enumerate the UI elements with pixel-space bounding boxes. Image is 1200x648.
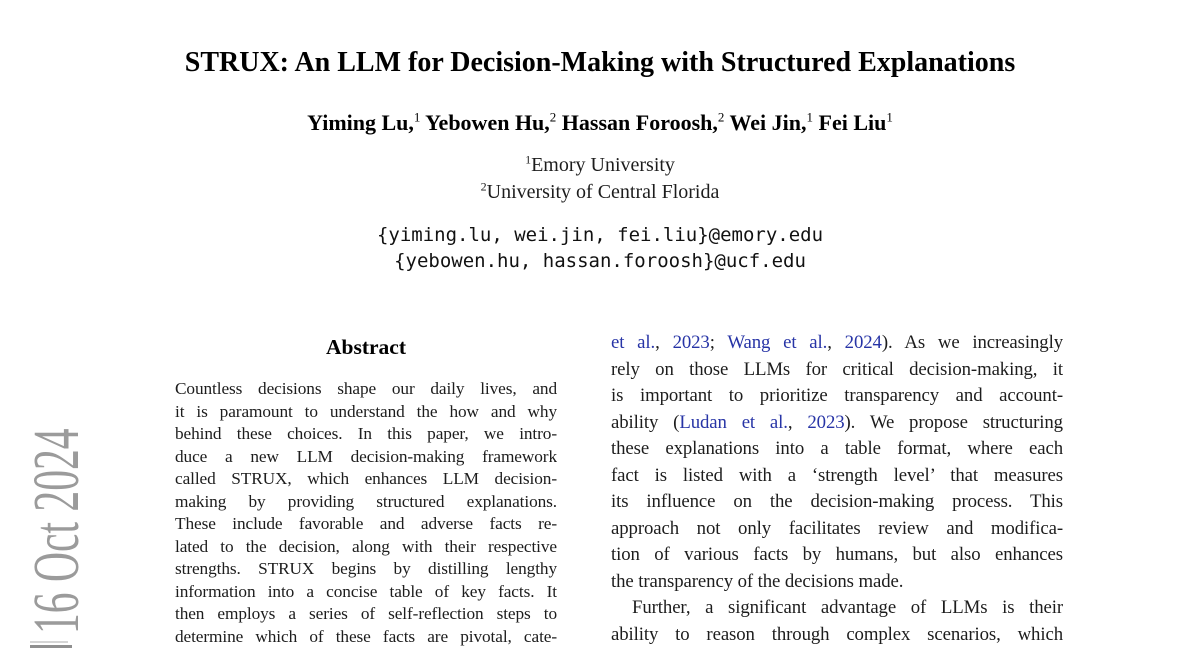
author-affiliation-ref: 1 (806, 109, 813, 125)
text-line (175, 401, 557, 424)
text-segment: Further, a significant advantage of LLMs is their (632, 597, 1063, 618)
text-line (175, 468, 557, 491)
text-segment: making by providing structured explanations. (175, 491, 557, 511)
author-name: Yebowen Hu, (425, 110, 550, 135)
citation-link[interactable]: Wang et al. (727, 332, 828, 353)
text-segment: information into a concise table of key facts. It (175, 581, 557, 601)
text-line (175, 378, 557, 401)
text-line (611, 463, 1063, 490)
text-line (611, 436, 1063, 463)
text-segment: , (787, 411, 808, 433)
text-line (611, 330, 1063, 357)
abstract-heading: Abstract (325, 335, 406, 359)
arxiv-date-watermark: 16 Oct 2024 (20, 428, 93, 634)
author-affiliation-ref: 2 (549, 109, 557, 125)
text-segment: , (827, 332, 845, 353)
author-name: Yiming Lu, (307, 110, 414, 135)
text-segment: ; (709, 332, 728, 353)
text-segment: its influence on the decision-making process. This (611, 491, 1063, 512)
author-name: Fei Liu (818, 110, 887, 135)
text-segment: ). We propose structuring (844, 411, 1063, 433)
intro-body (611, 330, 1063, 648)
email-line: {yiming.lu, wei.jin, fei.liu}@emory.edu (376, 224, 824, 246)
author-name: Hassan Foroosh, (561, 110, 718, 135)
text-segment: Countless decisions shape our daily lives, and (175, 379, 557, 398)
text-line (175, 513, 557, 536)
text-line (175, 603, 557, 626)
text-line (611, 516, 1063, 543)
text-line (611, 489, 1063, 516)
text-segment: lated to the decision, along with their respective (175, 536, 557, 556)
text-segment: it is paramount to understand the how and why (175, 401, 557, 421)
text-line (175, 423, 557, 446)
paper-title: STRUX: An LLM for Decision-Making with Structured Explanations (184, 47, 1016, 78)
text-segment: strengths. STRUX begins by distilling lengthy (175, 559, 557, 579)
text-line (611, 622, 1063, 648)
affiliation-ref: 2 (480, 179, 487, 194)
affiliation: $^1$Emory University (525, 152, 675, 176)
author-affiliation-ref: 1 (886, 109, 893, 125)
affiliation: $^2$University of Central Florida (480, 179, 720, 203)
text-segment: fact is listed with a ‘strength level’ that measures (611, 464, 1063, 486)
affiliation-ref: 1 (525, 152, 532, 167)
text-segment: determine which of these facts are pivotal, cate- (175, 627, 557, 647)
text-segment: approach not only facilitates review and modifica- (611, 517, 1063, 539)
text-line (611, 542, 1063, 569)
citation-link[interactable]: 2024 (844, 332, 882, 353)
text-segment: ability ( (611, 411, 680, 433)
text-line (175, 536, 557, 559)
citation-link[interactable]: 2023 (672, 332, 710, 353)
author-affiliation-ref: 2 (717, 109, 725, 125)
text-segment: these explanations into a table format, where each (611, 438, 1063, 459)
text-segment: ). As we increasingly (881, 332, 1063, 353)
text-line (175, 581, 557, 604)
text-line (175, 491, 557, 514)
text-line (175, 446, 557, 469)
text-segment: duce a new LLM decision-making framework (175, 446, 557, 466)
arxiv-watermark-stub-light (30, 641, 68, 643)
left-column (175, 334, 557, 648)
text-line (611, 410, 1063, 437)
author-affiliation-ref: 1 (413, 109, 421, 125)
affiliations (0, 152, 1200, 206)
author-name: Wei Jin, (729, 110, 807, 135)
text-segment: , (655, 332, 673, 353)
text-segment: rely on those LLMs for critical decision-making, it (611, 358, 1063, 380)
right-column (611, 330, 1063, 648)
text-segment: ability to reason through complex scenarios, which (611, 623, 1063, 645)
author-line (0, 109, 1200, 137)
text-segment: These include favorable and adverse facts re- (175, 514, 557, 534)
text-line (611, 357, 1063, 384)
text-segment: then employs a series of self-reflection steps to (175, 604, 557, 624)
text-segment: called STRUX, which enhances LLM decision- (175, 469, 557, 489)
text-line (175, 558, 557, 581)
citation-link[interactable]: 2023 (807, 411, 845, 433)
text-line (611, 383, 1063, 410)
email-lines (0, 222, 1200, 274)
text-segment: is important to prioritize transparency and account- (611, 385, 1063, 406)
text-line (611, 569, 1063, 596)
citation-link[interactable]: Ludan et al. (679, 411, 788, 433)
text-segment: tion of various facts by humans, but also enhances (611, 544, 1063, 565)
email-line: {yebowen.hu, hassan.foroosh}@ucf.edu (394, 250, 806, 272)
text-line (611, 595, 1063, 622)
text-segment: behind these choices. In this paper, we intro- (175, 424, 557, 444)
text-line (175, 626, 557, 648)
text-segment: the transparency of the decisions made. (611, 570, 904, 592)
abstract-body (175, 378, 557, 648)
citation-link[interactable]: et al. (611, 332, 656, 353)
